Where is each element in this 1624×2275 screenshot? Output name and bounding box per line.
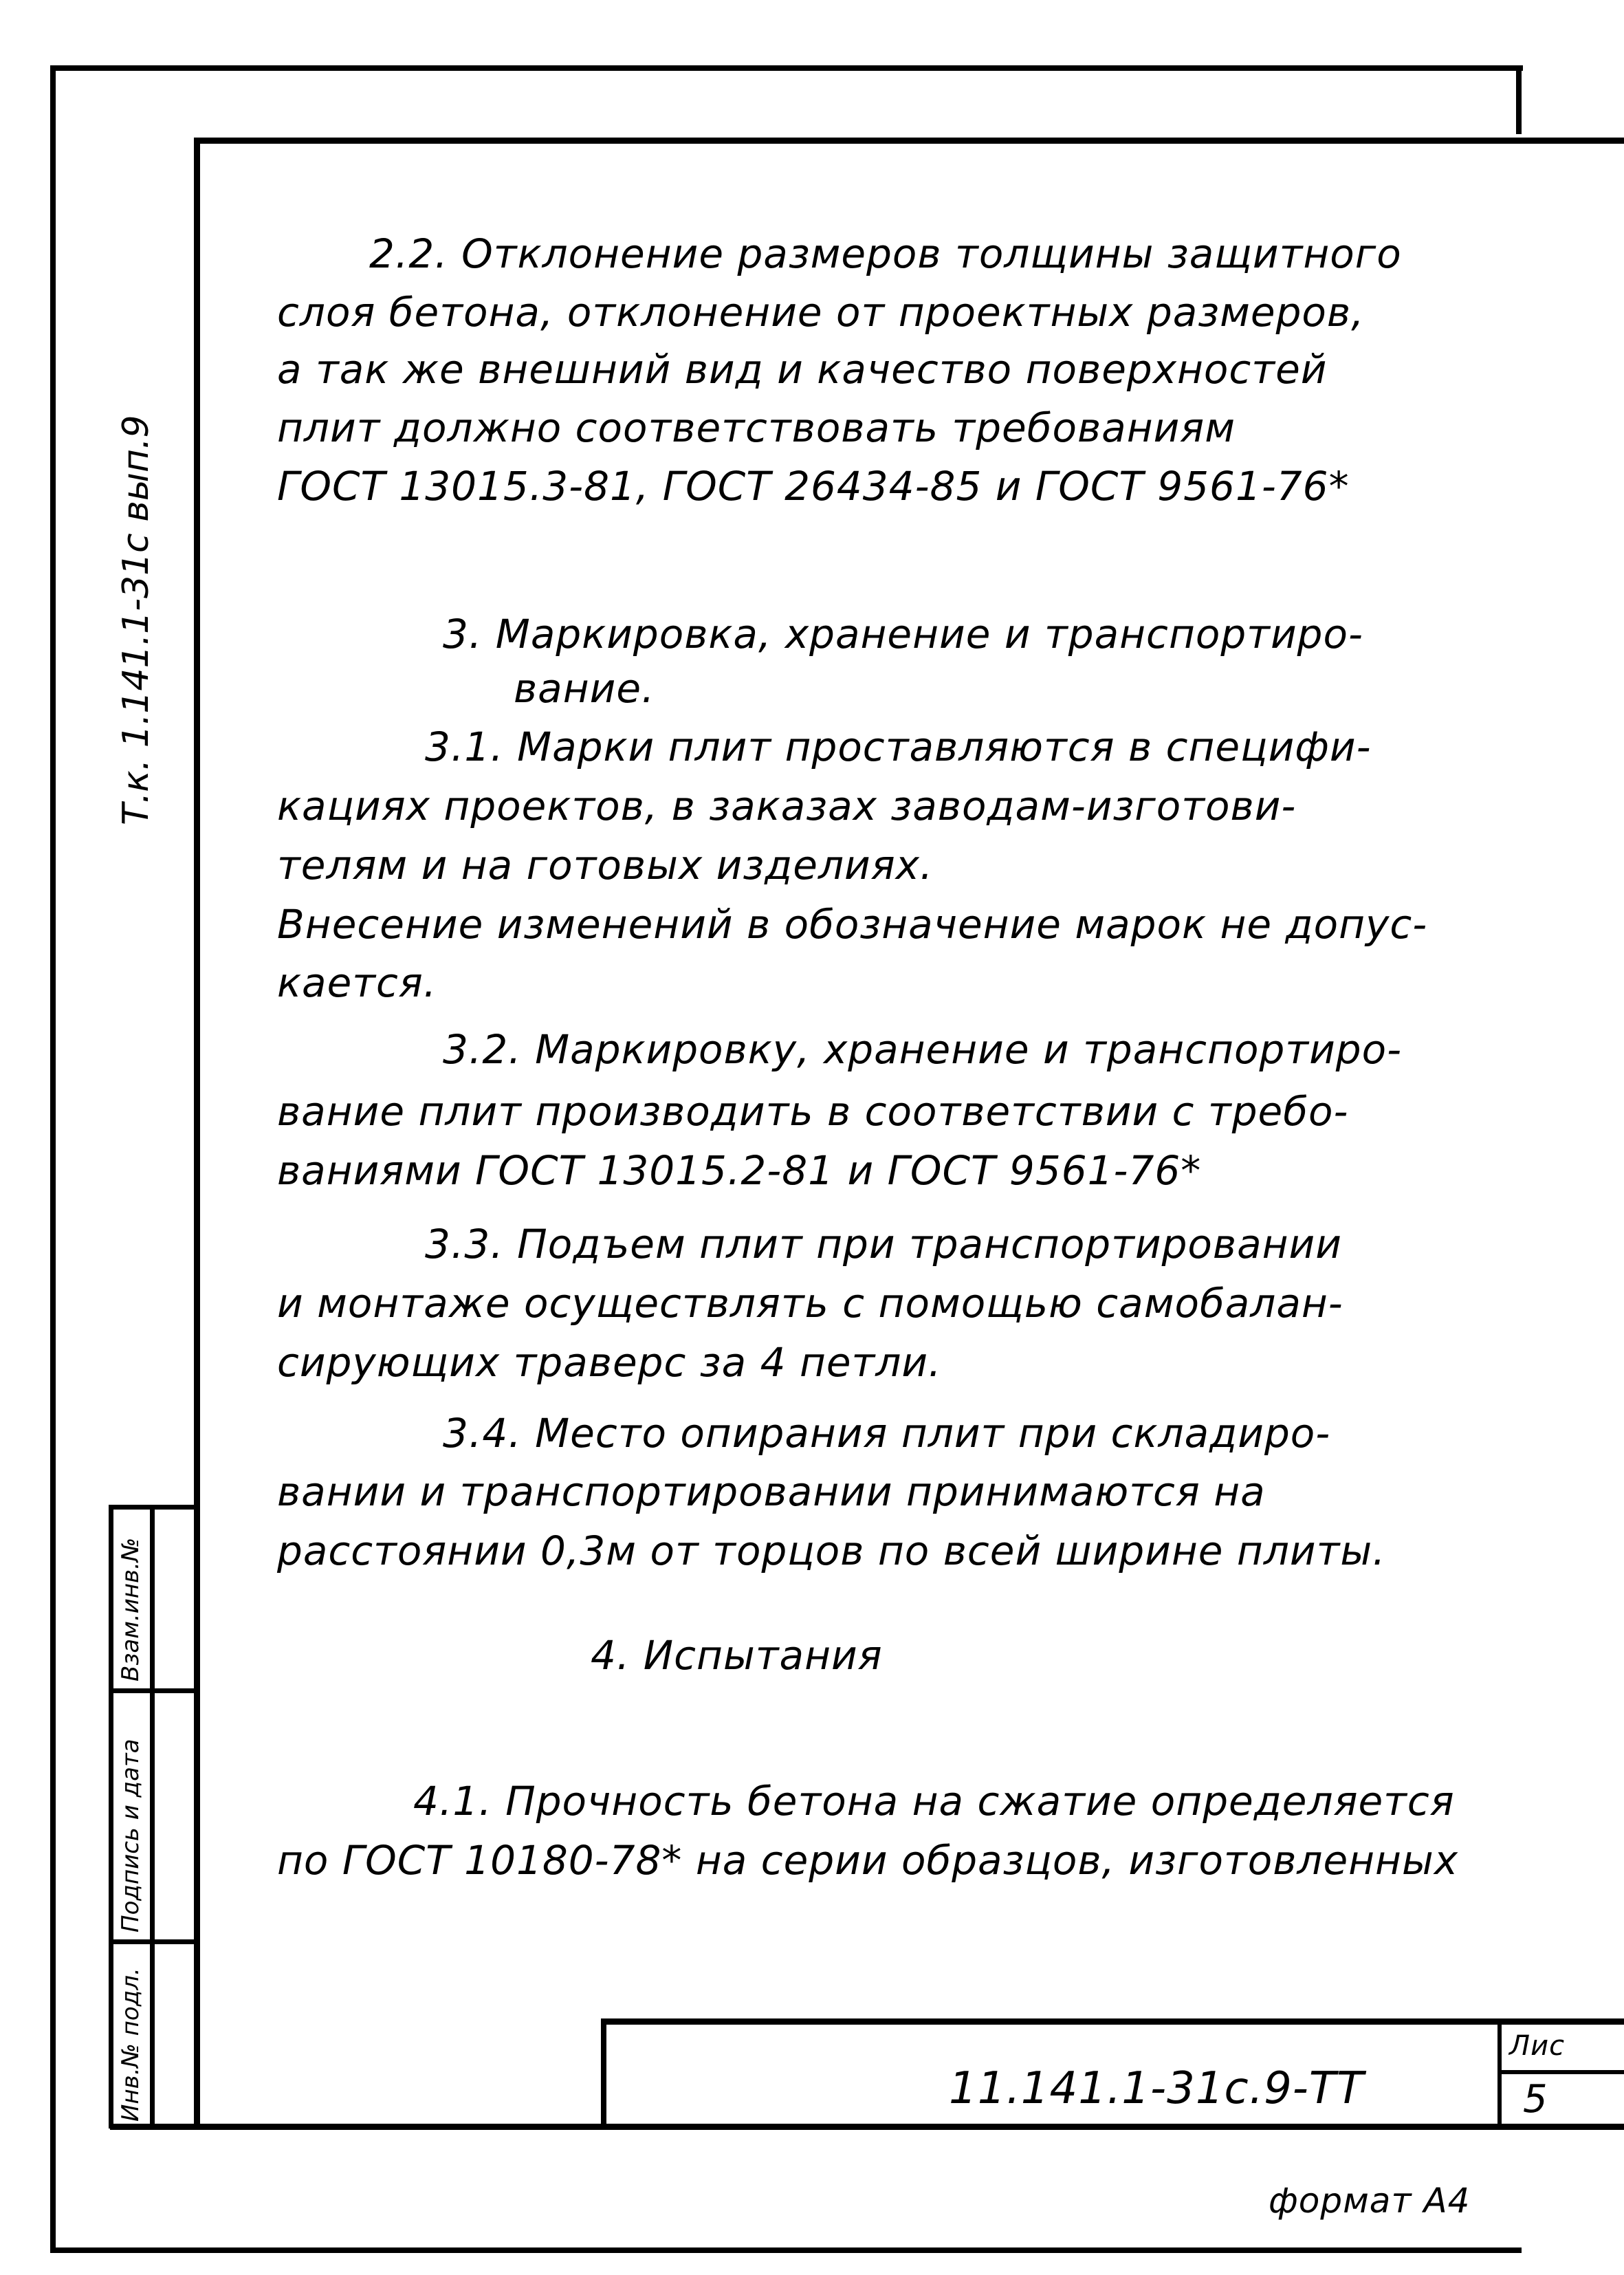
body-text-line: кается.: [277, 959, 437, 1006]
body-text-line: 2.2. Отклонение размеров толщины защитного: [369, 230, 1402, 277]
document-designation: 11.141.1-31с.9-ТТ: [949, 2063, 1365, 2114]
body-text-line: Внесение изменений в обозначение марок не допус-: [277, 901, 1428, 948]
body-text-line: 4.1. Прочность бетона на сжатие определяется: [413, 1778, 1455, 1825]
body-text-line: кациях проектов, в заказах заводам-изготови-: [277, 783, 1297, 829]
approval-table-divider-1: [109, 1688, 198, 1693]
inner-frame-left: [194, 138, 200, 2130]
body-text-line: 3.4. Место опирания плит при складиро-: [443, 1410, 1331, 1457]
approval-cell-replaced-inv: Взам.инв.№: [117, 1537, 144, 1681]
title-block-top: [601, 2018, 1624, 2025]
outer-frame-bottom: [50, 2247, 1522, 2253]
approval-cell-signature-date: Подпись и дата: [117, 1739, 144, 1933]
body-text-line: телям и на готовых изделиях.: [277, 842, 934, 889]
sheet-number: 5: [1523, 2077, 1548, 2122]
body-text-line: вании и транспортировании принимаются на: [277, 1468, 1266, 1515]
side-stamp: Т.к. 1.141.1-31с вып.9: [116, 415, 157, 825]
body-text-line: вание.: [514, 665, 655, 712]
body-text-line: слоя бетона, отклонение от проектных размеров,: [277, 289, 1365, 336]
sheet-label: Лис: [1509, 2030, 1566, 2062]
body-text-line: ваниями ГОСТ 13015.2-81 и ГОСТ 9561-76*: [277, 1147, 1202, 1194]
title-block-left: [601, 2018, 606, 2129]
title-block-sheet-hline: [1497, 2070, 1624, 2074]
body-text-line: по ГОСТ 10180-78* на серии образцов, изготовленных: [277, 1837, 1459, 1884]
body-text-line: 3. Маркировка, хранение и транспортиро-: [443, 611, 1363, 657]
body-text-line: расстоянии 0,3м от торцов по всей ширине плиты.: [277, 1527, 1386, 1574]
body-text-line: сирующих траверс за 4 петли.: [277, 1339, 942, 1386]
approval-table-left: [109, 1506, 113, 2129]
body-text-line: 3.2. Маркировку, хранение и транспортиро-: [443, 1026, 1402, 1073]
format-label: формат А4: [1269, 2181, 1471, 2221]
inner-frame-top: [194, 138, 1624, 144]
approval-table-divider-2: [109, 1939, 198, 1944]
outer-frame-top: [52, 65, 1523, 71]
body-text-line: 4. Испытания: [591, 1632, 883, 1679]
approval-cell-inv-no: Инв.№ подл.: [117, 1968, 144, 2122]
body-text-line: плит должно соответствовать требованиям: [277, 404, 1236, 451]
outer-frame-left: [50, 65, 56, 2252]
inner-frame-bottom: [110, 2124, 1624, 2130]
approval-table-mid: [150, 1506, 155, 2129]
body-text-line: 3.1. Марки плит проставляются в специфи-: [425, 723, 1372, 770]
body-text-line: а так же внешний вид и качество поверхностей: [277, 346, 1328, 393]
body-text-line: 3.3. Подъем плит при транспортировании: [425, 1221, 1342, 1267]
body-text-line: ГОСТ 13015.3-81, ГОСТ 26434-85 и ГОСТ 9561-76*: [277, 463, 1350, 510]
body-text-line: и монтаже осуществлять с помощью самобалан-: [277, 1280, 1343, 1327]
outer-frame-corner: [1516, 65, 1522, 134]
approval-table-top: [109, 1505, 198, 1510]
body-text-line: вание плит производить в соответствии с требо-: [277, 1088, 1349, 1135]
